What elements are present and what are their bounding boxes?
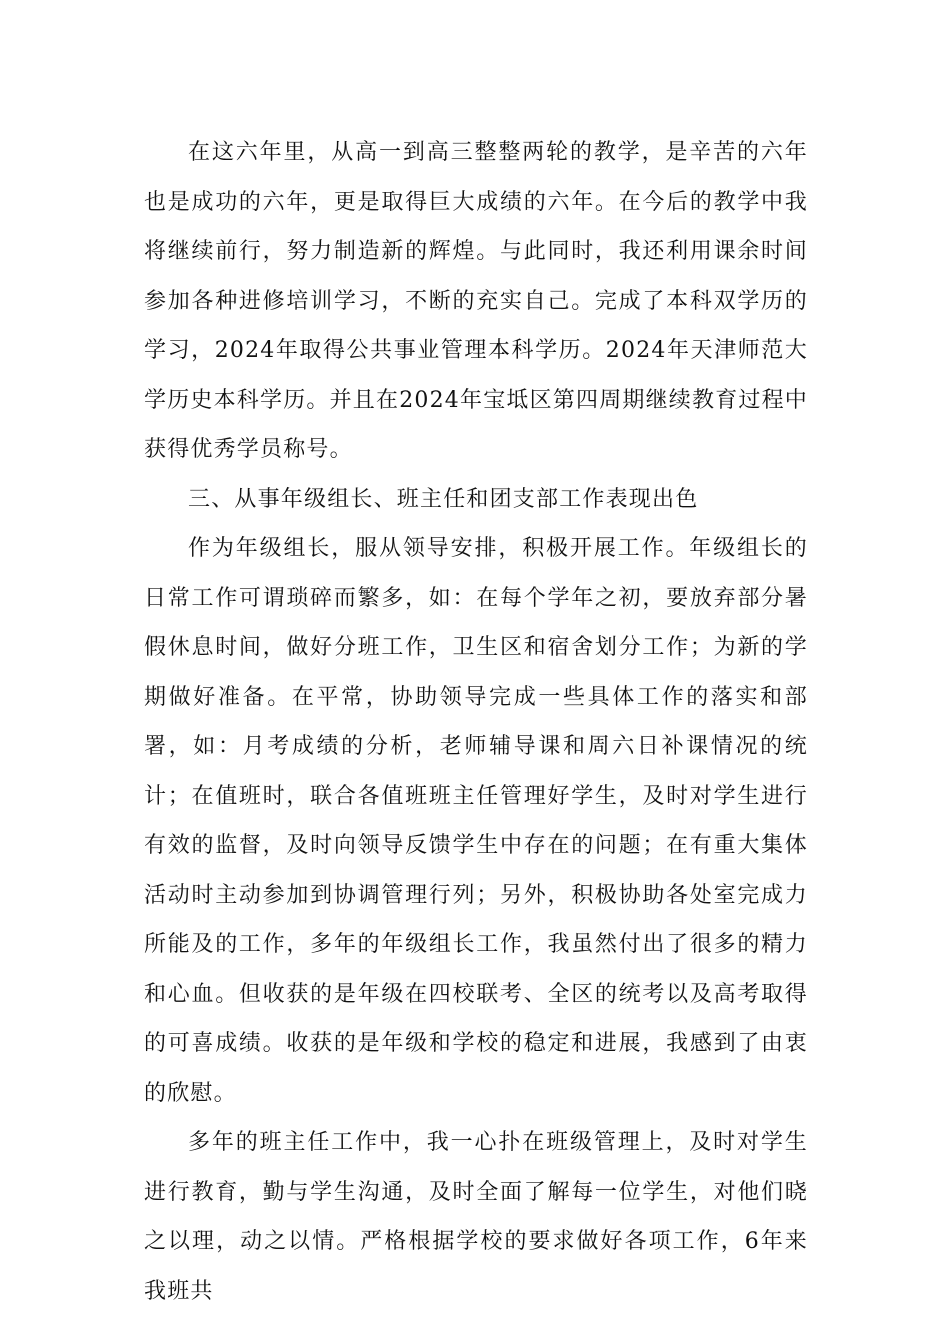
paragraph-grade-leader: 作为年级组长，服从领导安排，积极开展工作。年级组长的日常工作可谓琐碎而繁多，如：在每个学年之初，要放弃部分暑假休息时间，做好分班工作，卫生区和宿舍划分工作；为新的学期做好准备。在平常，协助领导完成一些具体工作的落实和部署，如：月考成绩的分析，老师辅导课和周六日补课情况的统计；在值班时，联合各值班班主任管理好学生，及时对学生进行有效的监督，及时向领导反馈学生中存在的问题；在有重大集体活动时主动参加到协调管理行列；另外，积极协助各处室完成力所能及的工作，多年的年级组长工作，我虽然付出了很多的精力和心血。但收获的是年级在四校联考、全区的统考以及高考取得的可喜成绩。收获的是年级和学校的稳定和进展，我感到了由衷的欣慰。 [144, 536, 808, 1106]
section-heading-3: 三、从事年级组长、班主任和团支部工作表现出色 [188, 486, 699, 512]
paragraph-study-achievements: 在这六年里，从高一到高三整整两轮的教学，是辛苦的六年也是成功的六年，更是取得巨大成绩的六年。在今后的教学中我将继续前行，努力制造新的辉煌。与此同时，我还利用课余时间参加各种进修培训学习，不断的充实自己。完成了本科双学历的学习，2024年取得公共事业管理本科学历。2024年天津师范大学历史本科学历。并且在2024年宝坻区第四周期继续教育过程中获得优秀学员称号。 [144, 140, 808, 462]
document-body [144, 128, 808, 1316]
paragraph-head-teacher: 多年的班主任工作中，我一心扑在班级管理上，及时对学生进行教育，勤与学生沟通，及时全面了解每一位学生，对他们晓之以理，动之以情。严格根据学校的要求做好各项工作，6年来我班共 [144, 1130, 808, 1304]
